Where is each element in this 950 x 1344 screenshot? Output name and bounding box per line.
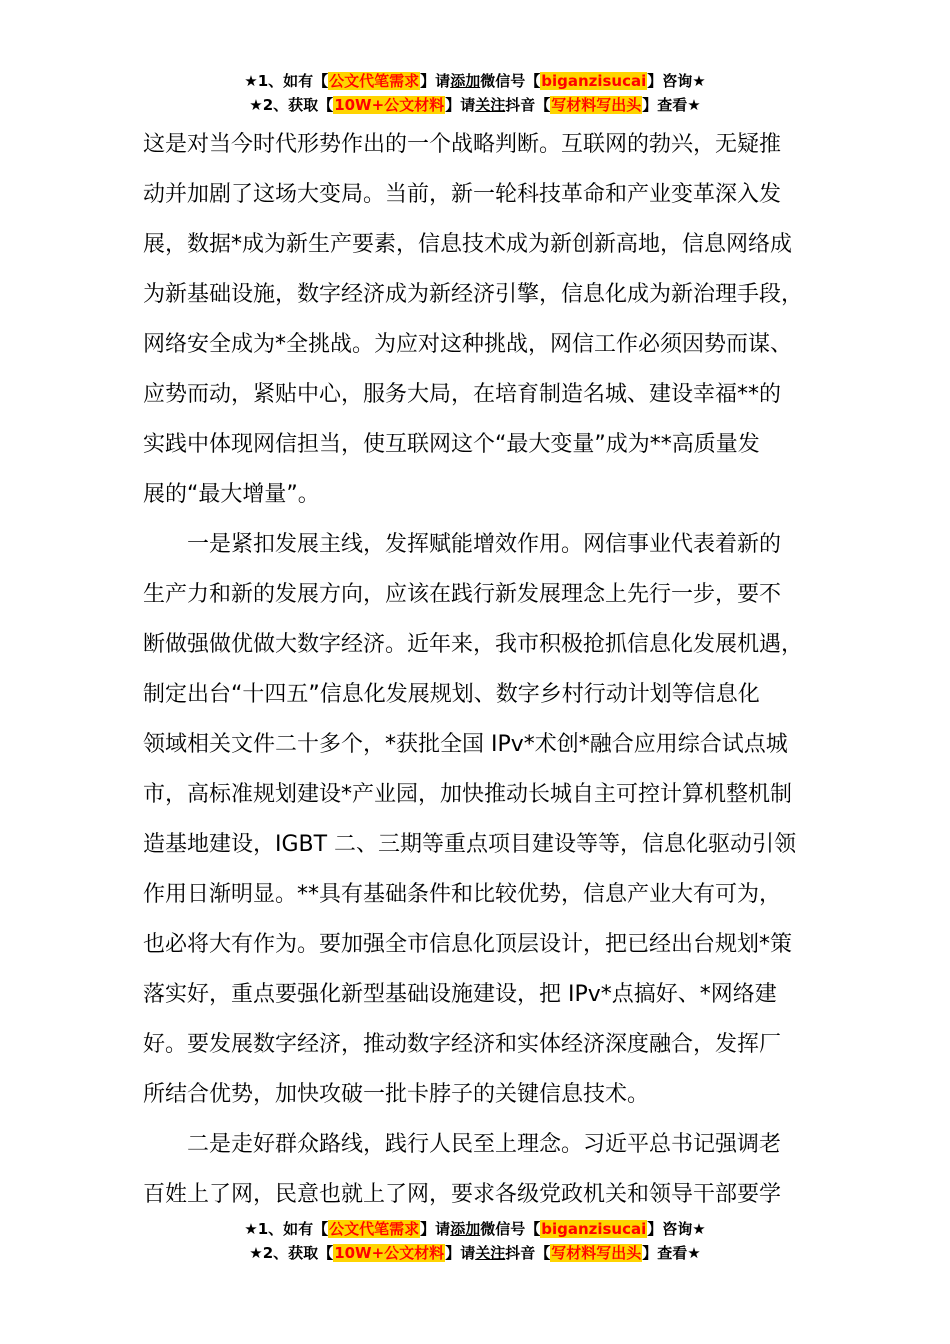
promo-line-1-highlight-service: 公文代笔需求 bbox=[329, 72, 420, 90]
promo-line-1-highlight-wechat: biganzisucai bbox=[541, 72, 647, 90]
promo-line-1-underlined: 添加 bbox=[450, 1220, 481, 1238]
promo-line-2-mid2: 抖音【 bbox=[505, 1244, 551, 1262]
header-promo-banner bbox=[0, 70, 950, 118]
promo-line-1-highlight-service: 公文代笔需求 bbox=[329, 1220, 420, 1238]
promo-line-1-underlined: 添加 bbox=[450, 72, 481, 90]
promo-line-1-suffix: 】咨询★ bbox=[647, 72, 706, 90]
paragraph-line: 应势而动，紧贴中心，服务大局，在培育制造名城、建设幸福**的 bbox=[143, 382, 782, 407]
paragraph-line: 动并加剧了这场大变局。当前，新一轮科技革命和产业变革深入发 bbox=[143, 182, 782, 207]
promo-line-1-mid: 】请 bbox=[420, 1220, 451, 1238]
paragraph-line: 制定出台“十四五”信息化发展规划、数字乡村行动计划等信息化 bbox=[143, 682, 760, 707]
paragraph-line: 作用日渐明显。**具有基础条件和比较优势，信息产业大有可为， bbox=[143, 882, 782, 907]
paragraph-line: 所结合优势，加快攻破一批卡脖子的关键信息技术。 bbox=[143, 1082, 650, 1107]
promo-line-1-mid: 】请 bbox=[420, 72, 451, 90]
promo-line-2-prefix: ★2、获取【 bbox=[249, 1244, 334, 1262]
promo-line-2-suffix: 】查看★ bbox=[642, 96, 701, 114]
promo-line-2 bbox=[0, 1242, 950, 1266]
paragraph-line: 实践中体现网信担当，使互联网这个“最大变量”成为**高质量发 bbox=[143, 432, 760, 457]
promo-line-2-prefix: ★2、获取【 bbox=[249, 96, 334, 114]
promo-line-2-highlight-materials: 10W+公文材料 bbox=[334, 1244, 445, 1262]
paragraph-line: 造基地建设，IGBT 二、三期等重点项目建设等等，信息化驱动引领 bbox=[143, 832, 797, 857]
paragraph-line: 展的“最大增量”。 bbox=[143, 482, 320, 507]
paragraph-line: 网络安全成为*全挑战。为应对这种挑战，网信工作必须因势而谋、 bbox=[143, 332, 793, 357]
paragraph-2 bbox=[143, 520, 833, 1120]
promo-line-2-mid: 】请 bbox=[445, 1244, 476, 1262]
paragraph-line: 二是走好群众路线，践行人民至上理念。习近平总书记强调老 bbox=[187, 1132, 782, 1157]
paragraph-line: 为新基础设施，数字经济成为新经济引擎，信息化成为新治理手段， bbox=[143, 282, 804, 307]
promo-line-2-highlight-douyin: 写材料写出头 bbox=[551, 96, 642, 114]
promo-line-1-prefix: ★1、如有【 bbox=[244, 1220, 329, 1238]
promo-line-2-underlined: 关注 bbox=[475, 1244, 506, 1262]
paragraph-line: 百姓上了网，民意也就上了网，要求各级党政机关和领导干部要学 bbox=[143, 1182, 782, 1207]
promo-line-1-mid2: 微信号【 bbox=[480, 1220, 541, 1238]
promo-line-1-highlight-wechat: biganzisucai bbox=[541, 1220, 647, 1238]
paragraph-line: 好。要发展数字经济，推动数字经济和实体经济深度融合，发挥厂 bbox=[143, 1032, 782, 1057]
document-body bbox=[143, 120, 833, 1220]
promo-line-2-mid2: 抖音【 bbox=[505, 96, 551, 114]
footer-promo-banner bbox=[0, 1218, 950, 1266]
paragraph-1 bbox=[143, 120, 833, 520]
promo-line-2-highlight-douyin: 写材料写出头 bbox=[551, 1244, 642, 1262]
promo-line-2-underlined: 关注 bbox=[475, 96, 506, 114]
paragraph-line: 市，高标准规划建设*产业园，加快推动长城自主可控计算机整机制 bbox=[143, 782, 793, 807]
paragraph-line: 断做强做优做大数字经济。近年来，我市积极抢抓信息化发展机遇， bbox=[143, 632, 804, 657]
promo-line-1 bbox=[0, 70, 950, 94]
paragraph-line: 这是对当今时代形势作出的一个战略判断。互联网的勃兴，无疑推 bbox=[143, 132, 782, 157]
paragraph-line: 落实好，重点要强化新型基础设施建设，把 IPv*点搞好、*网络建 bbox=[143, 982, 777, 1007]
paragraph-line: 领域相关文件二十多个，*获批全国 IPv*术创*融合应用综合试点城 bbox=[143, 732, 788, 757]
promo-line-1-suffix: 】咨询★ bbox=[647, 1220, 706, 1238]
promo-line-2-mid: 】请 bbox=[445, 96, 476, 114]
promo-line-2-highlight-materials: 10W+公文材料 bbox=[334, 96, 445, 114]
promo-line-1-mid2: 微信号【 bbox=[480, 72, 541, 90]
paragraph-line: 展，数据*成为新生产要素，信息技术成为新创新高地，信息网络成 bbox=[143, 232, 793, 257]
paragraph-3 bbox=[143, 1120, 833, 1220]
promo-line-2 bbox=[0, 94, 950, 118]
paragraph-line: 也必将大有作为。要加强全市信息化顶层设计，把已经出台规划*策 bbox=[143, 932, 793, 957]
promo-line-2-suffix: 】查看★ bbox=[642, 1244, 701, 1262]
paragraph-line: 一是紧扣发展主线，发挥赋能增效作用。网信事业代表着新的 bbox=[187, 532, 782, 557]
promo-line-1 bbox=[0, 1218, 950, 1242]
promo-line-1-prefix: ★1、如有【 bbox=[244, 72, 329, 90]
paragraph-line: 生产力和新的发展方向，应该在践行新发展理念上先行一步，要不 bbox=[143, 582, 782, 607]
